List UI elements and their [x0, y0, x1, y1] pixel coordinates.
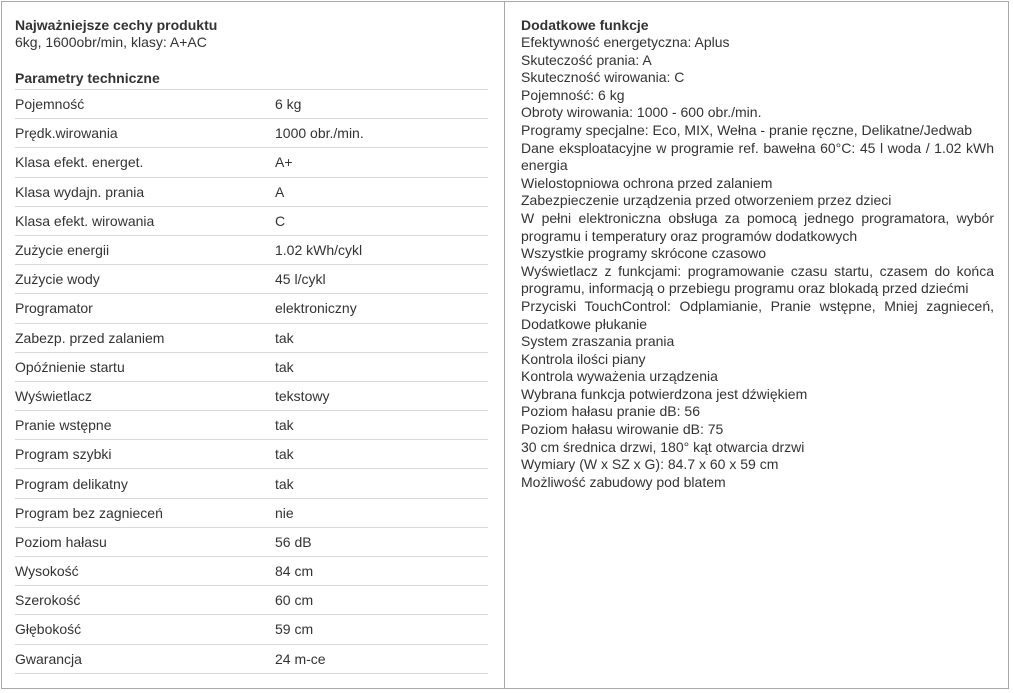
table-row [15, 294, 488, 323]
list-item: Kontrola wyważenia urządzenia [521, 368, 718, 385]
param-key: Klasa efekt. energet. [15, 154, 144, 171]
param-value: A+ [275, 154, 293, 171]
param-value: C [275, 212, 286, 229]
table-row [15, 236, 488, 265]
param-key: Programator [15, 300, 93, 317]
param-value: 59 cm [275, 621, 314, 638]
param-value: nie [275, 504, 294, 521]
param-value: 84 cm [275, 563, 314, 580]
param-value: tak [275, 417, 294, 434]
param-key: Wysokość [15, 563, 79, 580]
table-row [15, 353, 488, 382]
list-item: Możliwość zabudowy pod blatem [521, 473, 726, 490]
list-item: Skuteczość prania: A [521, 51, 652, 68]
param-key: Pranie wstępne [15, 417, 112, 434]
list-item: Pojemność: 6 kg [521, 86, 625, 103]
list-item: Poziom hałasu wirowanie dB: 75 [521, 421, 724, 438]
param-key: Pojemność [15, 96, 85, 113]
param-key: Głębokość [15, 621, 82, 638]
table-row [15, 90, 488, 119]
list-item: 30 cm średnica drzwi, 180° kąt otwarcia drzwi [521, 438, 805, 455]
param-value: 60 cm [275, 592, 314, 609]
list-item: Kontrola ilości piany [521, 350, 646, 367]
param-key: Zużycie wody [15, 271, 100, 288]
param-key: Poziom hałasu [15, 533, 107, 550]
list-item: Wszystkie programy skrócone czasowo [521, 245, 767, 262]
param-value: 1.02 kWh/cykl [275, 242, 363, 259]
param-key: Opóźnienie startu [15, 358, 125, 375]
table-row [15, 469, 488, 498]
list-item: Zabezpieczenie urządzenia przed otworzeniem przez dzieci [521, 192, 892, 209]
list-item: Programy specjalne: Eco, MIX, Wełna - pranie ręczne, Delikatne/Jedwab [521, 121, 973, 138]
param-key: Klasa efekt. wirowania [15, 212, 155, 229]
table-row [15, 499, 488, 528]
param-key: Klasa wydajn. prania [15, 183, 145, 200]
param-key: Program bez zagnieceń [15, 504, 163, 521]
table-row [15, 148, 488, 177]
list-item: Wymiary (W x SZ x G): 84.7 x 60 x 59 cm [521, 456, 779, 473]
right-column [521, 17, 994, 491]
param-value: A [275, 183, 285, 200]
param-value: tak [275, 329, 294, 346]
list-item: Efektywność energetyczna: Aplus [521, 34, 730, 50]
param-value: tekstowy [275, 387, 330, 404]
highlights-title: Najważniejsze cechy produktu [15, 17, 218, 33]
param-key: Wyświetlacz [15, 387, 92, 404]
left-column [15, 17, 488, 674]
list-item: Wielostopniowa ochrona przed zalaniem [521, 174, 773, 191]
table-row [15, 324, 488, 353]
param-value: 1000 obr./min. [275, 125, 364, 142]
list-item: W pełni elektroniczna obsługa za pomocą jednego programatora, wybór programu i temperatury oraz programów dodatkowych [521, 209, 994, 244]
params-title: Parametry techniczne [15, 70, 160, 86]
highlights-summary: 6kg, 1600obr/min, klasy: A+AC [15, 34, 207, 50]
list-item: Wybrana funkcja potwierdzona jest dźwiękiem [521, 385, 808, 402]
list-item: Dane eksploatacyjne w programie ref. bawełna 60°C: 45 l woda / 1.02 kWh energia [521, 139, 994, 174]
table-row [15, 178, 488, 207]
list-item: Przyciski TouchControl: Odplamianie, Pranie wstępne, Mniej zagnieceń, Dodatkowe płukanie [521, 297, 994, 332]
list-item: Wyświetlacz z funkcjami: programowanie czasu startu, czasem do końca programu, informacją o przebiegu programu oraz blokadą przed dziećmi [521, 262, 994, 297]
extras-list [521, 34, 994, 491]
param-key: Szerokość [15, 592, 81, 609]
table-row [15, 586, 488, 615]
param-value: tak [275, 446, 294, 463]
param-key: Program delikatny [15, 475, 128, 492]
params-table [15, 89, 488, 674]
param-key: Zabezp. przed zalaniem [15, 329, 165, 346]
param-value: 56 dB [275, 533, 312, 550]
param-value: 45 l/cykl [275, 271, 326, 288]
param-value: tak [275, 358, 294, 375]
table-row [15, 411, 488, 440]
table-row [15, 440, 488, 469]
table-row [15, 615, 488, 644]
param-key: Gwarancja [15, 650, 82, 667]
table-row [15, 207, 488, 236]
param-value: tak [275, 475, 294, 492]
list-item: Poziom hałasu pranie dB: 56 [521, 403, 700, 420]
table-row [15, 528, 488, 557]
column-divider [504, 1, 505, 689]
extras-title: Dodatkowe funkcje [521, 17, 649, 33]
param-key: Prędk.wirowania [15, 125, 118, 142]
table-row [15, 557, 488, 586]
list-item: System zraszania prania [521, 333, 675, 350]
list-item: Skuteczność wirowania: C [521, 69, 685, 86]
table-row [15, 265, 488, 294]
param-value: elektroniczny [275, 300, 357, 317]
param-key: Program szybki [15, 446, 112, 463]
table-row [15, 645, 488, 674]
param-key: Zużycie energii [15, 242, 110, 259]
list-item: Obroty wirowania: 1000 - 600 obr./min. [521, 104, 762, 121]
param-value: 24 m-ce [275, 650, 326, 667]
param-value: 6 kg [275, 96, 302, 113]
table-row [15, 119, 488, 148]
table-row [15, 382, 488, 411]
